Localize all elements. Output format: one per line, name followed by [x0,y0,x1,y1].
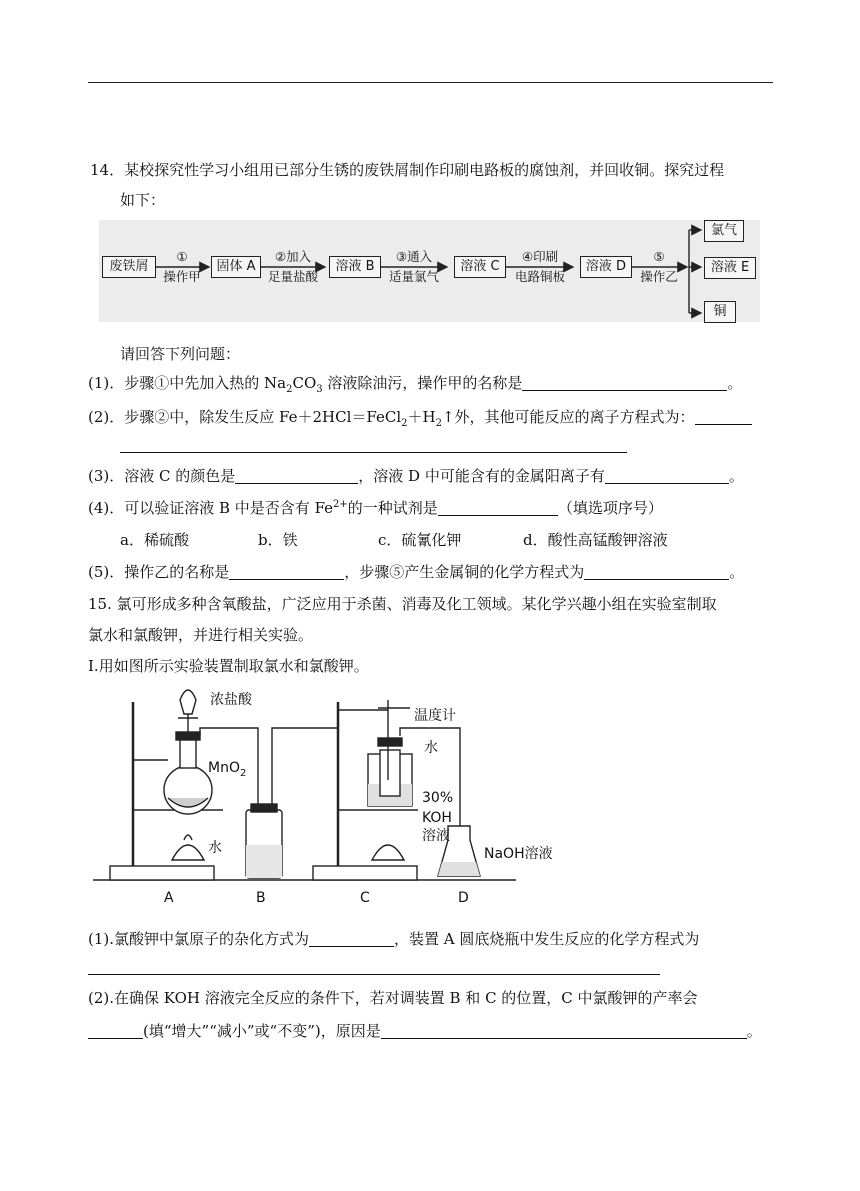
label-koh: KOH [422,810,452,826]
label-water-b: 水 [208,840,222,856]
flow-box-scrap-iron: 废铁屑 [102,256,156,278]
q15-sub1: (1).氯酸钾中氯原子的杂化方式为 ，装置 A 圆底烧瓶中发生反应的化学方程式为 [88,930,700,948]
answer-blank-2b[interactable] [120,452,627,453]
q15-sub2-line2: (填“增大”“减小”或“不变”)，原因是 。 [88,1021,762,1041]
answer-blank-3a[interactable] [235,467,358,484]
flow-box-solution-e: 溶液 E [704,257,756,279]
step4-top: ④印刷 [521,249,559,264]
option-a: a．稀硫酸 [120,531,189,549]
q14-stem-line2: 如下： [120,191,166,209]
label-30-percent: 30% [422,790,454,806]
q14-flowchart [99,220,760,322]
answer-blank-15-1b[interactable] [88,974,660,975]
step2-bottom: 足量盐酸 [267,269,318,284]
step5-bottom: 操作乙 [640,269,678,284]
step5-top: ⑤ [653,249,665,264]
step1-bottom: 操作甲 [163,269,201,284]
q15-sub2-line1: (2).在确保 KOH 溶液完全反应的条件下，若对调装置 B 和 C 的位置，C 中氯酸钾的产率会 [88,989,698,1007]
flow-box-solution-c: 溶液 C [454,256,506,278]
answer-blank-5a[interactable] [229,563,344,580]
flow-box-solution-b: 溶液 B [329,256,381,278]
answer-blank-2a[interactable] [695,408,752,425]
answer-blank-1[interactable] [522,374,727,391]
flow-box-copper: 铜 [704,301,736,323]
label-conc-hcl: 浓盐酸 [210,692,252,708]
answer-blank-4[interactable] [438,499,558,516]
option-b: b．铁 [258,531,298,549]
answer-blank-5b[interactable] [584,563,729,580]
q15-stem-line2: 氯水和氯酸钾，并进行相关实验。 [88,626,314,644]
answer-blank-3b[interactable] [605,467,729,484]
q14-part2: (2)．步骤②中，除发生反应 $Fe+2HCl=FeCl_2+H_2↑$外，其他可能反应的离子方程式为： [88,407,752,427]
header-rule [88,82,773,83]
answer-blank-15-2a[interactable] [88,1022,143,1039]
q14-part4: (4)．可以验证溶液 B 中是否含有 $Fe^{2+}$的一种试剂是 （填选项序号） [88,499,663,517]
answer-blank-15-2b[interactable] [381,1022,747,1039]
step1-top: ① [176,249,188,264]
step3-bottom: 适量氯气 [388,269,439,284]
label-solution-c: 溶液 [422,828,450,844]
letter-c: C [360,890,370,905]
option-c: c．硫氰化钾 [378,531,462,549]
letter-a: A [164,890,174,905]
q14-part3: (3)．溶液 C 的颜色是 ，溶液 D 中可能含有的金属阳离子有 。 [88,467,744,485]
flow-box-chlorine: 氯气 [704,220,744,242]
q14-part5: (5)．操作乙的名称是 ，步骤⑤产生金属铜的化学方程式为 。 [88,563,745,581]
step3-top: ③通入 [395,249,433,264]
label-naoh: NaOH溶液 [484,846,553,862]
step2-top: ②加入 [274,249,312,264]
flow-box-solid-a: 固体 A [211,256,261,278]
step4-bottom: 电路铜板 [514,269,565,284]
q14-part1: (1)．步骤①中先加入热的 $Na_2CO_3$ 溶液除油污，操作甲的名称是 。 [88,374,743,395]
label-thermometer: 温度计 [414,708,456,724]
q15-stem-line1: 15. 氯可形成多种含氧酸盐，广泛应用于杀菌、消毒及化工领域。某化学兴趣小组在实验室制取 [88,595,717,613]
q14-intro: 请回答下列问题： [120,345,241,363]
letter-d: D [458,890,469,905]
apparatus-diagram [88,680,608,905]
label-mno2: MnO$_2$ [208,760,247,779]
option-d: d．酸性高锰酸钾溶液 [523,531,668,549]
label-water-c: 水 [424,740,438,756]
q14-stem-line1: 14．某校探究性学习小组用已部分生锈的废铁屑制作印刷电路板的腐蚀剂，并回收铜。探究过程 [90,161,725,179]
apparatus-drawing [88,680,608,905]
answer-blank-15-1a[interactable] [309,930,394,947]
letter-b: B [256,890,266,905]
q15-part-i: I.用如图所示实验装置制取氯水和氯酸钾。 [88,657,369,675]
flow-box-solution-d: 溶液 D [580,256,632,278]
